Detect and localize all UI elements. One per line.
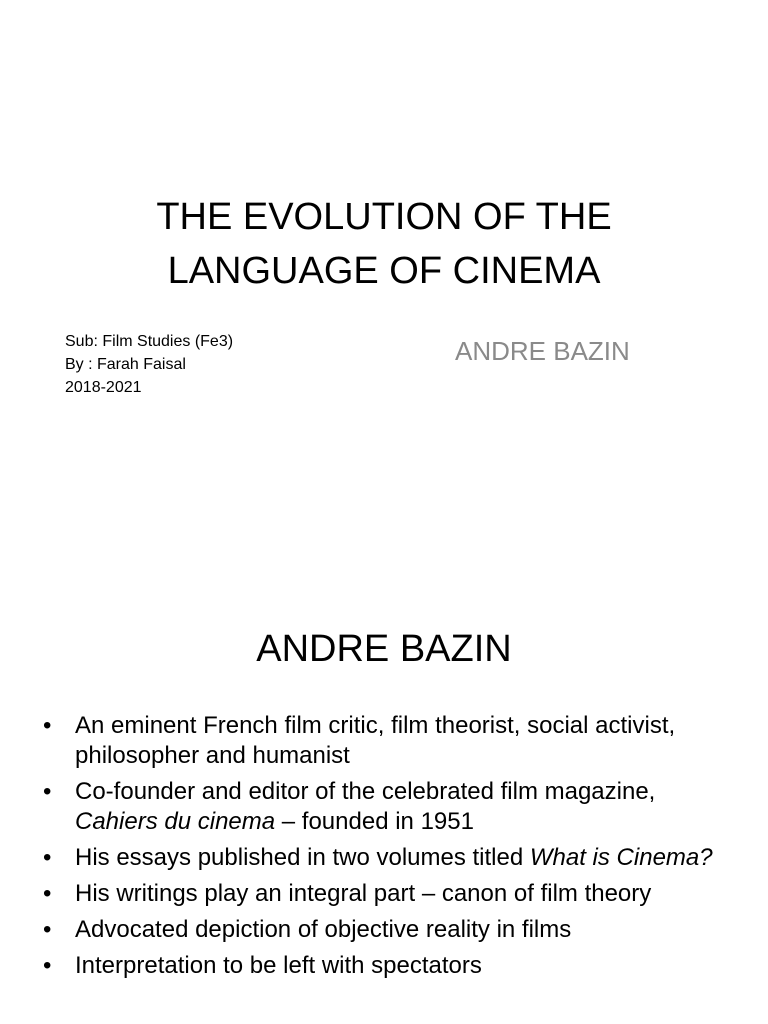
- slide-title-line-2: LANGUAGE OF CINEMA: [167, 250, 601, 292]
- content-slide: [0, 576, 768, 1024]
- bullet-icon: •: [43, 844, 52, 871]
- subject-line: Sub: Film Studies (Fe3): [65, 333, 234, 350]
- bullet-item: [43, 915, 743, 945]
- bullet-text: Advocated depiction of objective reality in films: [75, 916, 572, 943]
- presentation-meta: [65, 330, 233, 399]
- bullet-icon: •: [43, 880, 52, 907]
- bullet-icon: •: [43, 916, 52, 943]
- slide-title-line-1: THE EVOLUTION OF THE: [156, 196, 612, 238]
- slide-subtitle: ANDRE BAZIN: [455, 336, 630, 366]
- bullet-icon: •: [43, 952, 52, 979]
- bullet-text: His essays published in two volumes titled: [75, 844, 530, 871]
- bullet-item: [43, 711, 743, 771]
- bullet-text: An eminent French film critic, film theorist, social activist, philosopher and humanist: [75, 712, 676, 769]
- bullet-text: Interpretation to be left with spectators: [75, 952, 482, 979]
- bullet-text: His writings play an integral part – canon of film theory: [75, 880, 652, 907]
- bullet-item: [43, 843, 743, 873]
- bullet-item: [43, 951, 743, 981]
- bullet-text: Co-founder and editor of the celebrated film magazine,: [75, 778, 656, 805]
- content-heading: ANDRE BAZIN: [256, 628, 512, 670]
- bullet-icon: •: [43, 712, 52, 739]
- bullet-italic-text: What is Cinema?: [529, 844, 713, 871]
- author-line: By : Farah Faisal: [65, 356, 186, 373]
- bullet-icon: •: [43, 778, 52, 805]
- years-line: 2018-2021: [65, 379, 142, 396]
- bullet-list: [43, 711, 743, 987]
- bullet-text-after: – founded in 1951: [275, 808, 474, 835]
- bullet-item: [43, 879, 743, 909]
- bullet-italic-text: Cahiers du cinema: [75, 808, 276, 835]
- bullet-item: [43, 777, 743, 837]
- slide-title: [0, 190, 768, 298]
